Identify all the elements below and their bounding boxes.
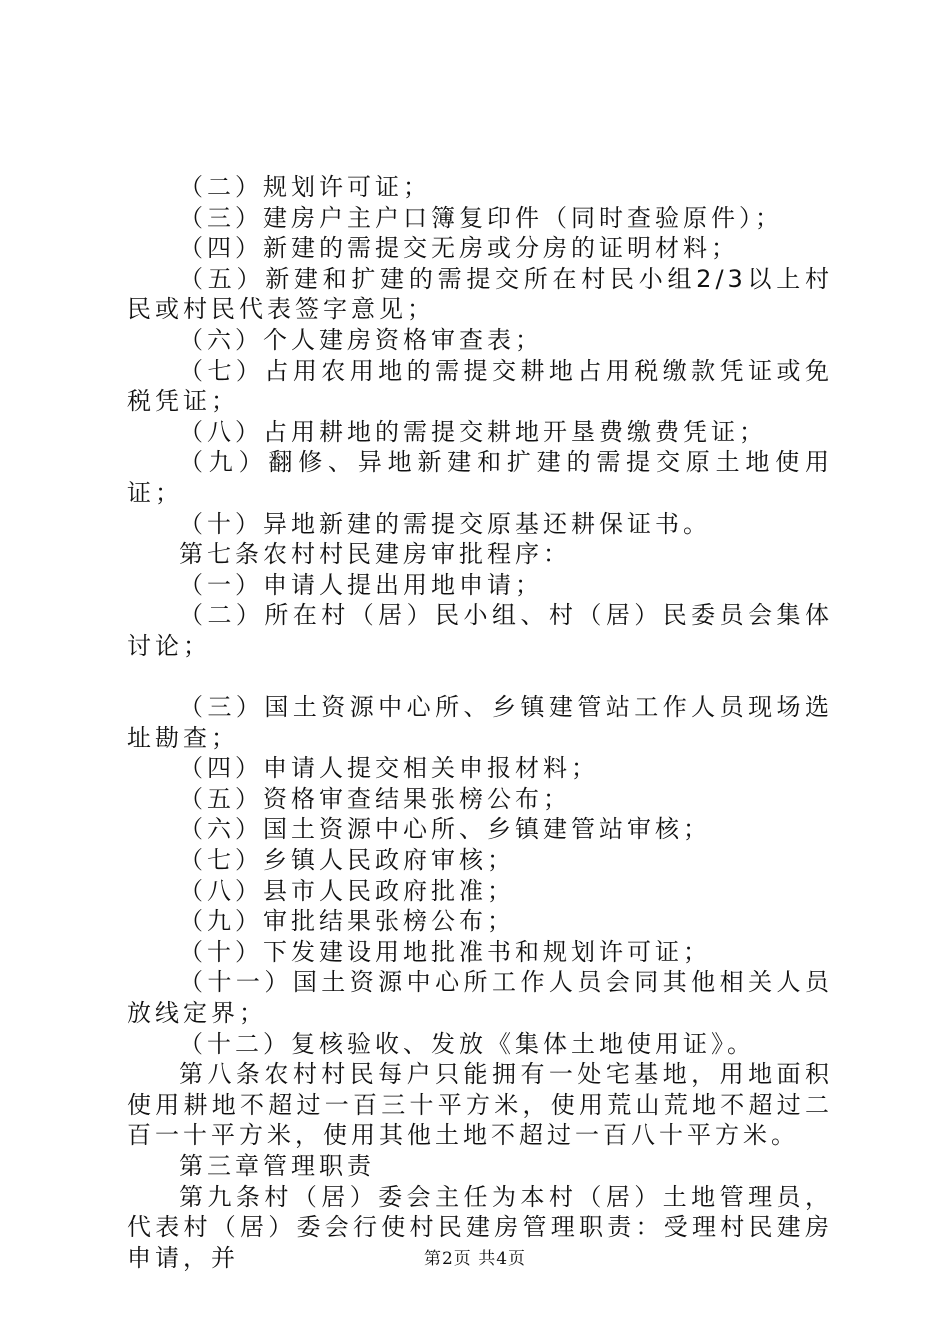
procedure-step-6: （六）国土资源中心所、乡镇建管站审核； <box>179 815 711 844</box>
paragraph-item-6: （六）个人建房资格审查表； <box>179 325 543 354</box>
article-7-heading: 第七条农村村民建房审批程序： <box>179 540 571 569</box>
procedure-step-10: （十）下发建设用地批准书和规划许可证； <box>179 937 711 966</box>
paragraph-item-5: （五）新建和扩建的需提交所在村民小组2/3以上村民或村民代表签字意见； <box>127 264 833 324</box>
article-9-text: 第九条村（居）委会主任为本村（居）土地管理员，代表村（居）委会行使村民建房管理职责：受理村民建房申请，并 <box>127 1182 833 1272</box>
procedure-step-3: （三）国土资源中心所、乡镇建管站工作人员现场选址勘查； <box>127 693 833 752</box>
paragraph-item-4: （四）新建的需提交无房或分房的证明材料； <box>179 234 739 263</box>
page-number-footer: 第2页 共4页 <box>423 1249 527 1269</box>
procedure-step-4: （四）申请人提交相关申报材料； <box>179 754 599 783</box>
document-body <box>127 172 833 1273</box>
paragraph-item-2: （二）规划许可证； <box>179 173 431 201</box>
procedure-step-7: （七）乡镇人民政府审核； <box>179 846 515 875</box>
procedure-step-2: （二）所在村（居）民小组、村（居）民委员会集体讨论； <box>127 601 833 660</box>
procedure-step-11: （十一）国土资源中心所工作人员会同其他相关人员放线定界； <box>127 968 833 1028</box>
paragraph-item-9: （九）翻修、异地新建和扩建的需提交原土地使用证； <box>127 448 833 507</box>
chapter-3-heading: 第三章管理职责 <box>179 1152 375 1180</box>
paragraph-item-8: （八）占用耕地的需提交耕地开垦费缴费凭证； <box>179 417 767 446</box>
paragraph-item-3: （三）建房户主户口簿复印件（同时查验原件）； <box>179 203 783 232</box>
procedure-step-5: （五）资格审查结果张榜公布； <box>179 784 571 813</box>
procedure-step-12: （十二）复核验收、发放《集体土地使用证》。 <box>179 1029 755 1058</box>
procedure-step-8: （八）县市人民政府批准； <box>179 876 515 905</box>
paragraph-item-10: （十）异地新建的需提交原基还耕保证书。 <box>179 509 711 538</box>
procedure-step-1: （一）申请人提出用地申请； <box>179 570 543 599</box>
blank-line <box>127 662 833 693</box>
paragraph-item-7: （七）占用农用地的需提交耕地占用税缴款凭证或免税凭证； <box>127 356 833 416</box>
procedure-step-9: （九）审批结果张榜公布； <box>179 907 515 936</box>
article-8-text: 第八条农村村民每户只能拥有一处宅基地，用地面积使用耕地不超过一百三十平方米，使用荒山荒地不超过二百一十平方米，使用其他土地不超过一百八十平方米。 <box>127 1060 833 1150</box>
